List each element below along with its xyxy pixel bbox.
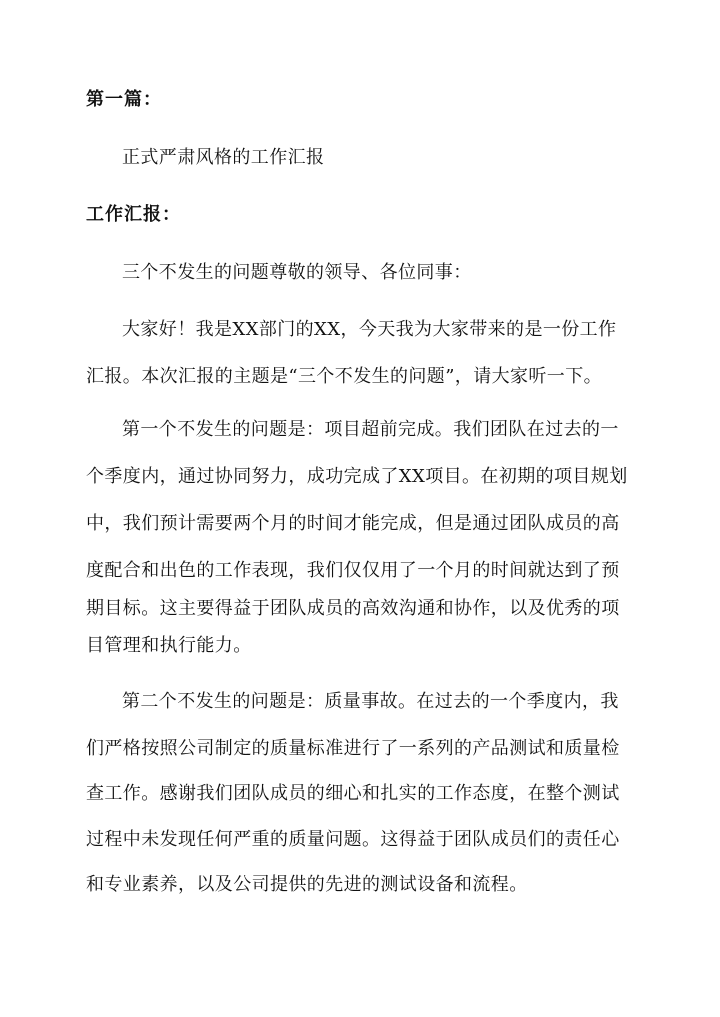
- paragraph-3-line-5: 和专业素养，以及公司提供的先进的测试设备和流程。: [86, 874, 528, 895]
- paragraph-2-line-5: 期目标。这主要得益于团队成员的高效沟通和协作，以及优秀的项: [86, 598, 620, 619]
- paragraph-1-line-2: 汇报。本次汇报的主题是“三个不发生的问题”，请大家听一下。: [86, 366, 603, 387]
- paragraph-2-line-6: 目管理和执行能力。: [86, 635, 252, 656]
- paragraph-2-line-2: 个季度内，通过协同努力，成功完成了XX项目。在初期的项目规划: [86, 466, 628, 487]
- salutation: 三个不发生的问题尊敬的领导、各位同事：: [122, 262, 472, 283]
- paragraph-2-line-3: 中，我们预计需要两个月的时间才能完成，但是通过团队成员的高: [86, 513, 620, 534]
- paragraph-3-line-1: 第二个不发生的问题是：质量事故。在过去的一个季度内，我: [122, 691, 619, 712]
- subtitle: 正式严肃风格的工作汇报: [122, 147, 325, 168]
- paragraph-3-line-3: 查工作。感谢我们团队成员的细心和扎实的工作态度，在整个测试: [86, 783, 620, 804]
- paragraph-2-line-4: 度配合和出色的工作表现，我们仅仅用了一个月的时间就达到了预: [86, 560, 620, 581]
- report-heading: 工作汇报：: [86, 204, 181, 225]
- paragraph-3-line-4: 过程中未发现任何严重的质量问题。这得益于团队成员们的责任心: [86, 829, 620, 850]
- paragraph-3-line-2: 们严格按照公司制定的质量标准进行了一系列的产品测试和质量检: [86, 738, 620, 759]
- section-heading: 第一篇：: [86, 89, 162, 110]
- paragraph-1-line-1: 大家好！我是XX部门的XX，今天我为大家带来的是一份工作: [122, 319, 617, 340]
- paragraph-2-line-1: 第一个不发生的问题是：项目超前完成。我们团队在过去的一: [122, 419, 619, 440]
